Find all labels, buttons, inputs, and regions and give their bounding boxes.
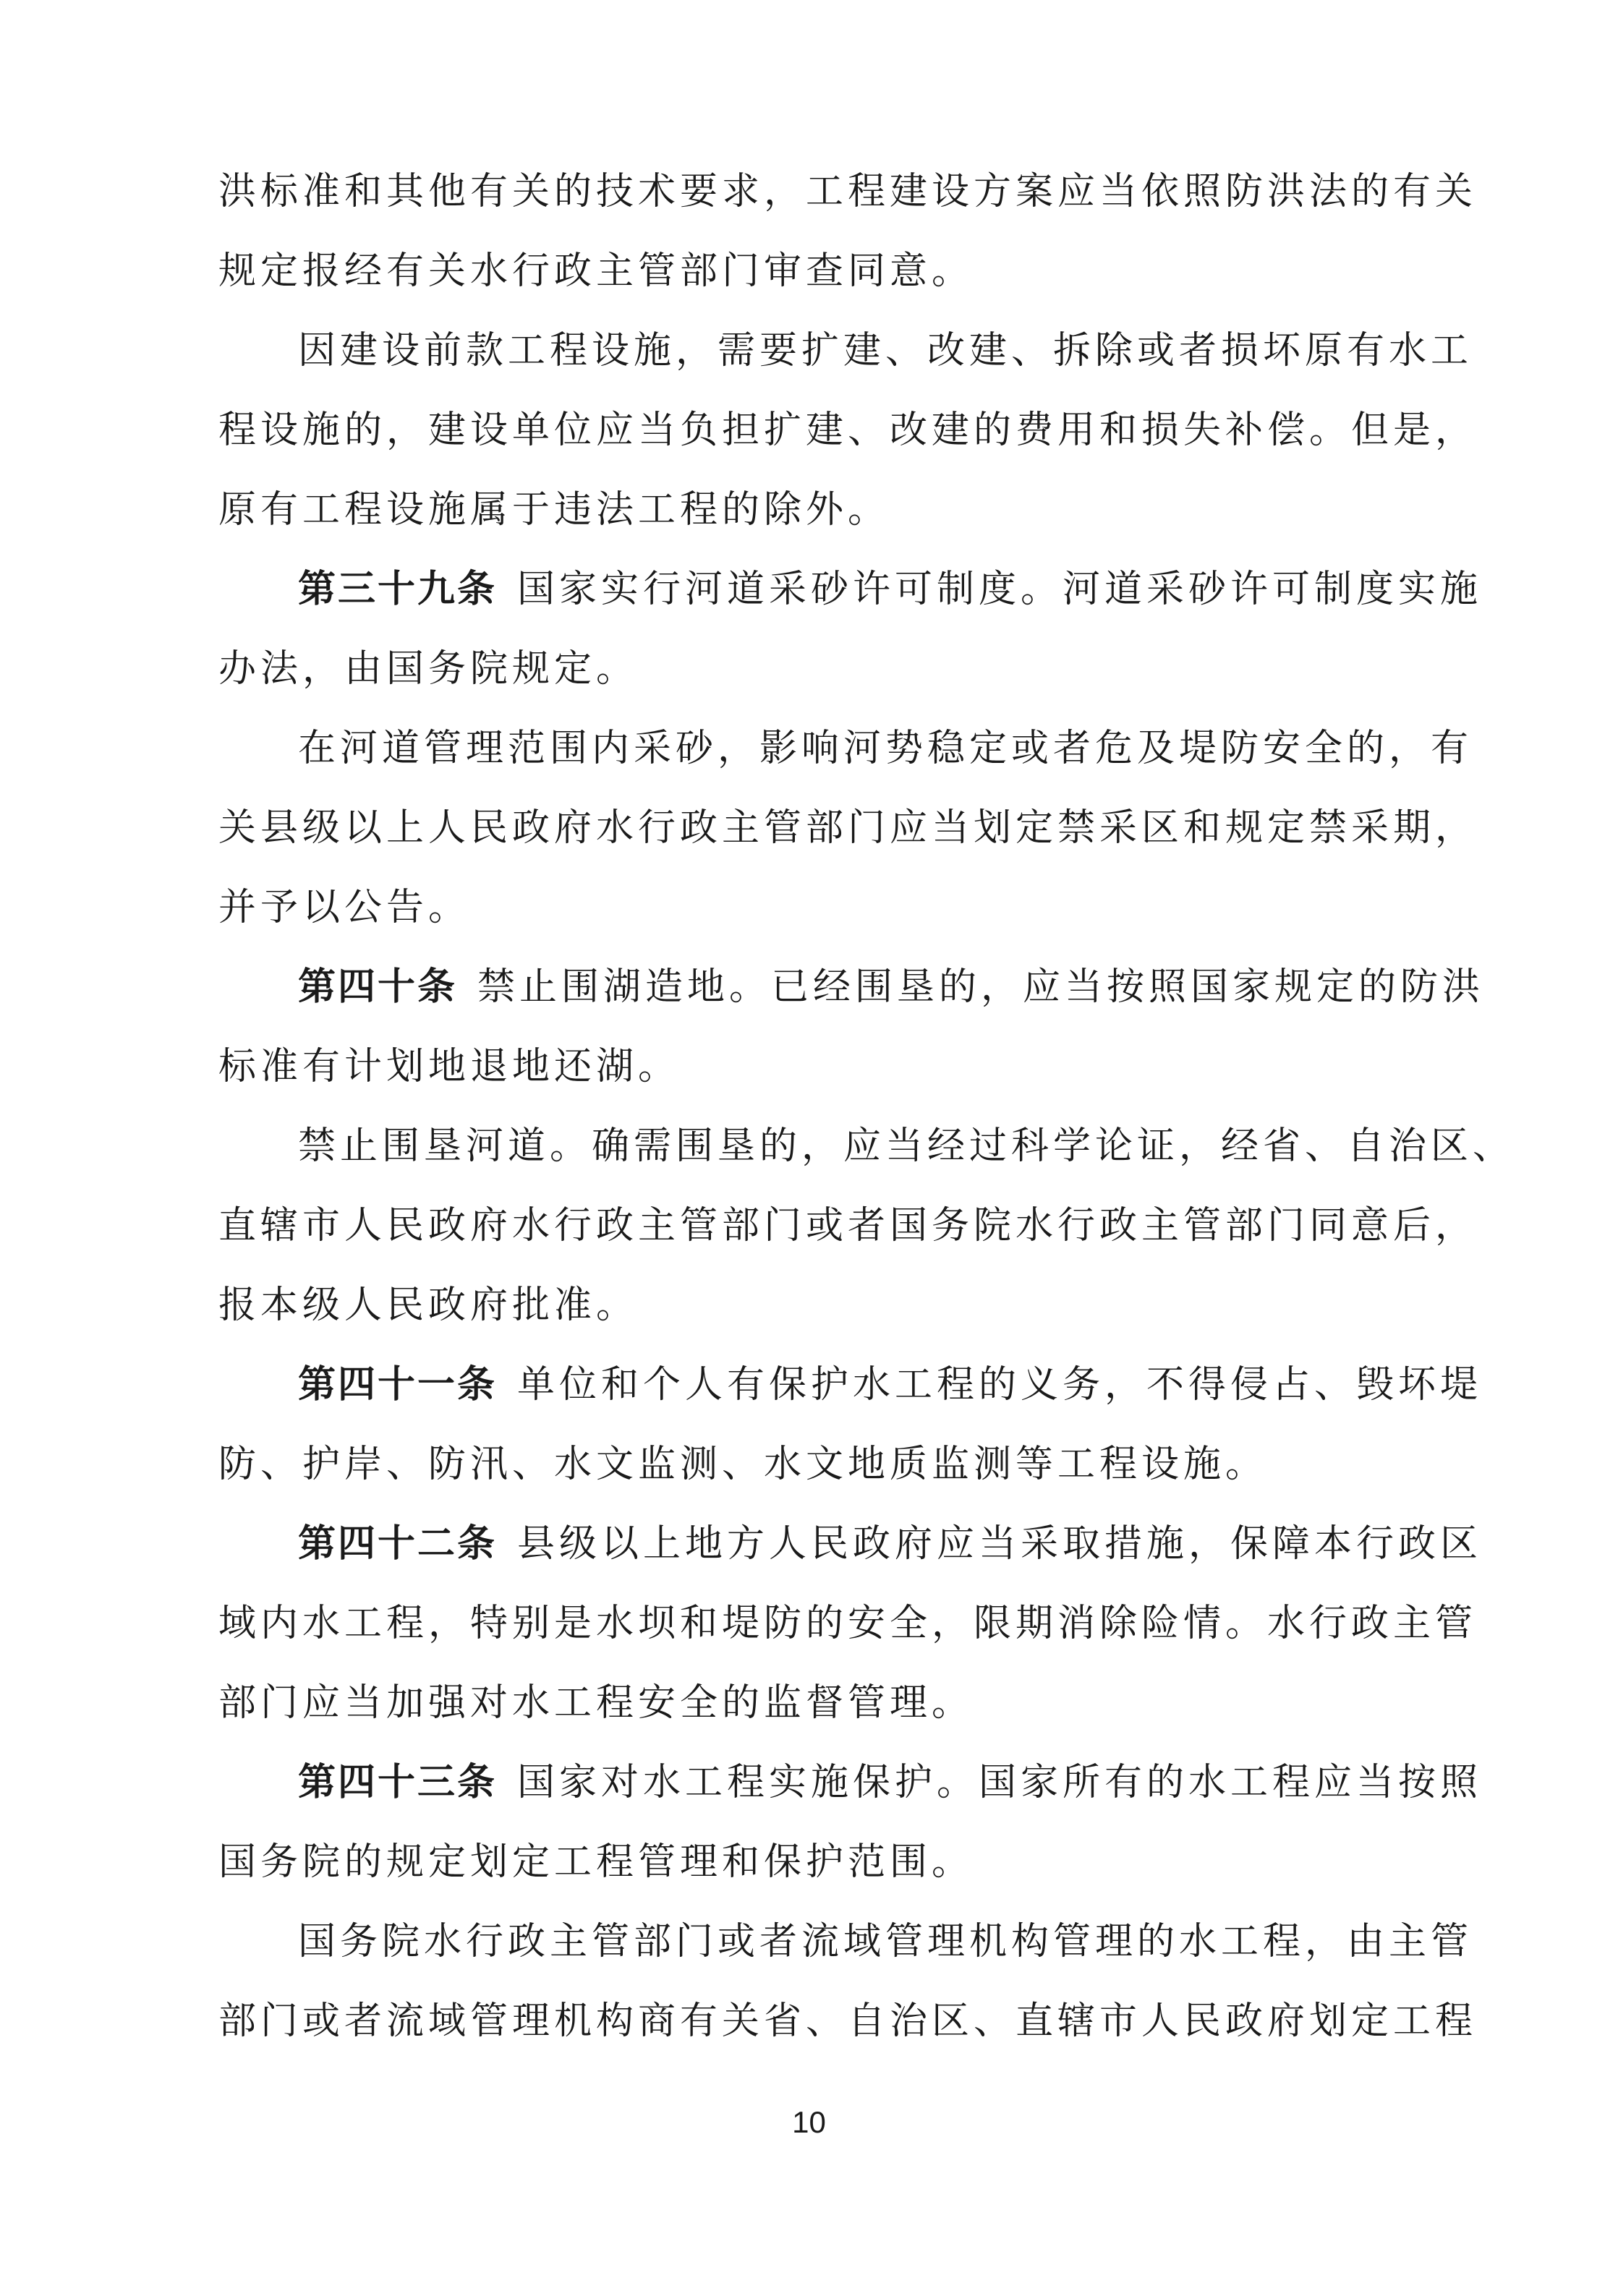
text-line xyxy=(218,876,470,939)
line-text: 并予以公告。 xyxy=(218,886,471,929)
text-line xyxy=(218,1433,1267,1495)
line-text: 办法，由国务院规定。 xyxy=(218,647,639,691)
line-text: 国家实行河道采砂许可制度。河道采砂许可制度实施 xyxy=(517,568,1483,611)
line-text: 禁止围垦河道。确需围垦的，应当经过科学论证，经省、自治区、 xyxy=(298,1124,1515,1168)
text-line xyxy=(218,1990,1478,2052)
line-text: 标准有计划地退地还湖。 xyxy=(218,1045,681,1088)
text-line xyxy=(298,320,1473,382)
line-text: 关县级以上人民政府水行政主管部门应当划定禁采区和规定禁采期， xyxy=(218,806,1478,850)
text-line xyxy=(218,240,974,302)
line-text: 直辖市人民政府水行政主管部门或者国务院水行政主管部门同意后， xyxy=(218,1204,1478,1247)
line-text: 国务院水行政主管部门或者流域管理机构管理的水工程，由主管 xyxy=(298,1920,1473,1963)
article-heading: 第四十一条 xyxy=(298,1363,498,1407)
line-text: 单位和个人有保护水工程的义务，不得侵占、毁坏堤 xyxy=(517,1363,1483,1407)
text-line xyxy=(218,399,1478,461)
page-number: 10 xyxy=(792,2105,826,2139)
article-heading: 第三十九条 xyxy=(298,568,498,611)
line-text: 部门或者流域管理机构商有关省、自治区、直辖市人民政府划定工程 xyxy=(218,2000,1478,2043)
text-line xyxy=(218,797,1478,859)
line-text: 国家对水工程实施保护。国家所有的水工程应当按照 xyxy=(517,1761,1483,1804)
article-heading: 第四十三条 xyxy=(298,1761,498,1804)
line-text: 禁止围湖造地。已经围垦的，应当按照国家规定的防洪 xyxy=(477,965,1485,1009)
text-line xyxy=(298,717,1473,780)
line-text: 县级以上地方人民政府应当采取措施，保障本行政区 xyxy=(517,1522,1483,1566)
line-text: 原有工程设施属于违法工程的除外。 xyxy=(218,488,890,532)
line-text: 规定报经有关水行政主管部门审查同意。 xyxy=(218,249,974,293)
line-text: 部门应当加强对水工程安全的监督管理。 xyxy=(218,1681,974,1725)
text-line xyxy=(218,1831,974,1893)
article-first-line xyxy=(298,1354,1483,1416)
line-text: 洪标准和其他有关的技术要求，工程建设方案应当依照防洪法的有关 xyxy=(218,170,1478,213)
article-heading: 第四十条 xyxy=(298,965,458,1009)
line-text: 国务院的规定划定工程管理和保护范围。 xyxy=(218,1840,974,1884)
text-line xyxy=(298,1115,1515,1177)
line-text: 程设施的，建设单位应当负担扩建、改建的费用和损失补偿。但是， xyxy=(218,409,1478,452)
article-first-line xyxy=(298,956,1485,1018)
article-heading: 第四十二条 xyxy=(298,1522,498,1566)
text-line xyxy=(218,638,638,700)
text-line xyxy=(218,1592,1478,1655)
text-line xyxy=(218,1274,638,1336)
text-line xyxy=(218,1672,974,1734)
text-line xyxy=(298,1911,1473,1973)
line-text: 在河道管理范围内采砂，影响河势稳定或者危及堤防安全的，有 xyxy=(298,727,1473,770)
line-text: 报本级人民政府批准。 xyxy=(218,1284,639,1327)
article-first-line xyxy=(298,1513,1483,1575)
text-line xyxy=(218,161,1478,223)
article-first-line xyxy=(298,558,1483,620)
line-text: 因建设前款工程设施，需要扩建、改建、拆除或者损坏原有水工 xyxy=(298,329,1473,372)
text-line xyxy=(218,1195,1478,1257)
text-line xyxy=(218,479,890,541)
line-text: 域内水工程，特别是水坝和堤防的安全，限期消除险情。水行政主管 xyxy=(218,1602,1478,1645)
line-text: 防、护岸、防汛、水文监测、水文地质监测等工程设施。 xyxy=(218,1443,1268,1486)
text-line xyxy=(218,1036,680,1098)
article-first-line xyxy=(298,1751,1483,1814)
